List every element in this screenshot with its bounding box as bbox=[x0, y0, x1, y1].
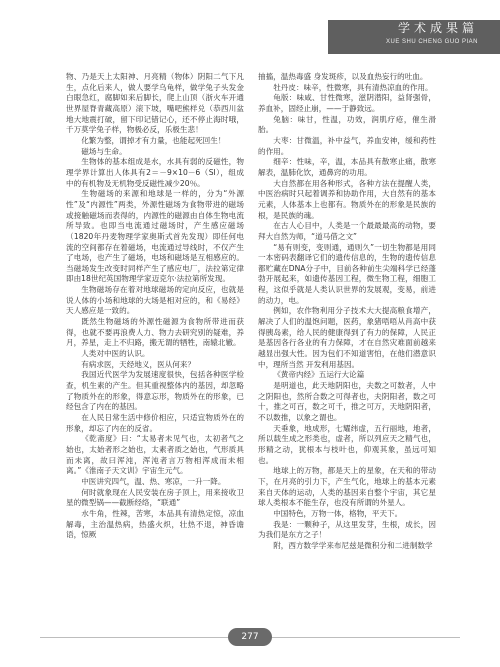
left-column bbox=[66, 72, 244, 620]
paragraph: 是明道也，此天地阴阳也，夫数之可数者，人中之阴阳也，然所合数之可得者也，夫阴阳者，数之可十，推之可百，数之可千，推之可万，天地阴阳者，不以数推，以象之谓也。 bbox=[258, 381, 436, 422]
article-body bbox=[66, 72, 436, 620]
paragraph: “易有则变，变则通，通则久”一切生物都是用同一本密码表翻译它们的遗传信息的，生物的遗传信息都贮藏在DNA分子中，目前各种前生尖端科学已经蓬勃开展起来，如遗传基因工程，微生物工程，细胞工程，这似乎就是人类认识世界的发展观，变易，前进的动力，电。 bbox=[258, 242, 436, 305]
page-footer bbox=[0, 628, 500, 648]
paragraph: 大枣：甘微温，补中益气，养血安神，缓和药性的作用。 bbox=[258, 135, 436, 156]
paragraph: 有病求医，天经地义，医从何来？ bbox=[81, 359, 196, 369]
section-heading: 磁场与生命。 bbox=[81, 146, 127, 156]
paragraph: 《乾斋度》曰：“太易者未见气也，太初者气之始也，太始者形之始也，太素者质之始也，气形质具而未离，故曰浑沌，浑沌者言万物相浑成而未相离。”《淮南子天文训》宇宙生元气。 bbox=[66, 434, 244, 476]
paragraph: 物、乃是天上太阳神、月亮精（物体）阴阳二气下凡生，点化后来人，做人要学乌龟样，做学兔子头发金白眼急红，腐脚如来后脚长，爬上山顶（浙火车开通世界屋脊青藏高原）滚下坡，嘴吧熊样兑（恭西川盆地大地震打破，留下印记错记心，还不停止海时哦，千万莫学兔子样，物极必反，乐极生悲！ bbox=[66, 72, 244, 135]
section-heading: 《黄帝内经》五运行大论篇 bbox=[273, 370, 365, 380]
section-title: 学术成果篇 bbox=[397, 21, 478, 35]
paragraph: 例如，农作物利用分子技术大大提高粮食增产，解决了人们的温饱问题，医药，象猪唔唔从肖高中获得胰岛素，给人民的健康得到了有力的保障，人民正是基因各行各业的有力保障，才在自然灾难面前越来越显出强大性。因为包们不知道害怕，在他们潜意识中，理所当然 开发利用基因。 bbox=[258, 306, 436, 369]
page-header bbox=[0, 0, 500, 60]
paragraph: 何时就象现在人民安装在房子顶上，用来接收卫星的微型锅——截断经络，“联通” bbox=[66, 487, 244, 508]
paragraph: 牡丹皮：味辛，性微寒，具有清热凉血的作用。 bbox=[273, 82, 433, 92]
right-column bbox=[258, 72, 436, 620]
paragraph: 生物体的基本组成是水，水具有弱的反磁性，物理学界计算出人体具有2＝－9×10－6（SI），组成中的有机物及无机物受反磁性减少20％。 bbox=[66, 157, 244, 188]
paragraph: 兔脑：味甘，性温，功效，润肌疗疮，催生滑胎。 bbox=[258, 114, 436, 135]
paragraph: 在古人心目中，人类是一个最最最高的动物，要拜大自然为师，“道马借之文” bbox=[258, 221, 436, 241]
paragraph: 水牛角，性辣，苦寒，本品具有清热定惊，凉血解毒，主治温热病，热盛火炽，壮热不退，神昏谵语，惊厥 bbox=[66, 508, 244, 540]
paragraph: 细辛：性味，辛，温，本品具有散寒止痛，散寒解表，温肺化饮，通鼻窍的功用。 bbox=[258, 157, 436, 177]
paragraph: 我国近代医学为发展速度很快，包括各种医学检查，机生素的产生。但其重视整体内的基因，却忽略了物质外在的形象，得意忘形，物质外在的形象，已经包含了内在的基因。 bbox=[66, 370, 244, 412]
paragraph: 化繁为整，谓掉才有力量，也能起死回生！ bbox=[81, 135, 226, 145]
paragraph: 在人民日常生活中修价相应，只适宜物质外在的形象，却忘了内在的反省。 bbox=[66, 413, 244, 433]
paragraph: 中国特色，万物一体，格物，平天下。 bbox=[273, 508, 403, 518]
paragraph: 龟版：味咸、甘性微寒，滋阴潜阳，益肾强骨，养血补，固经止崩，——于静致远。 bbox=[258, 93, 436, 113]
paragraph: 地球上的万物，都是天上的星象，在天和的带动下，在月亮的引力下，产生气化，地球上的基本元素来自天体的运动，人类的基因来自整个宇宙，其它星球人类根本不能生存，也没有所谓的外星人。 bbox=[258, 466, 436, 508]
section-subtitle: XUE SHU CHENG GUO PIAN bbox=[385, 39, 478, 45]
paragraph: 既然生物磁场的外源性磁源为食物所带进而获得，也就不要再浪费人力、物力去研究别的疑难，养月，养星，走上不归路，搬无谓的牺牲，南辕北辙。 bbox=[66, 317, 244, 348]
paragraph: 抽搐，温热毒盛 身发斑疹，以及血热妄行的吐血。 bbox=[258, 72, 428, 81]
paragraph: 附，西方数学学来布尼兹是微积分和二进制数学 bbox=[273, 540, 433, 550]
paragraph: 大自然都在用各种形式，各种方法在提醒人类，中医治病时只起着调养和协助作用，大自然有的基本元素，人体基本上也都有。物质外在的形象是民族的根，是民族的魂。 bbox=[258, 178, 436, 220]
paragraph: 生物磁场存在着对地球磁场的定向反应，也就是说人体的小场和地球的大场是相对应的，和《易经》天人感应是一致的。 bbox=[66, 285, 244, 316]
paragraph: 生物磁场的来源和地球是一样的，分为“外源性”及“内源性”两类，外源性磁场为食物带进的磁场或接触磁场而表得的，内源性的磁源由自体生物电流所导致。也即当电流通过磁场时，产生感应磁场（1820年丹麦物理学家奥斯式首先发现）即任何电流的空间都存在着磁场，电流通过导线时，不仅产生了电场，也产生了磁场，电场和磁场是互相感应的。当磁场发生改变时同样产生了感应电厂，法拉第定律即由18世纪英国物理学家迈克尔·法拉第所发现。 bbox=[66, 189, 244, 284]
paragraph: 天垂象，地成形，七耀纬虚，五行丽地，地者，所以载生成之形类也，虚者，所以列应天之精气也，形精之动，犹根本与枝叶也，仰观其象，虽远可知也。 bbox=[258, 423, 436, 465]
paragraph: 中医讲究四气，温、热、寒凉，一升一降。 bbox=[81, 476, 226, 486]
section-heading: 人类对中医的认识。 bbox=[81, 349, 150, 359]
paragraph: 我是：一颗种子，从这里发芽，生根，成长，因为我们是东方之子！ bbox=[258, 519, 436, 540]
page-number: 277 bbox=[228, 628, 272, 646]
